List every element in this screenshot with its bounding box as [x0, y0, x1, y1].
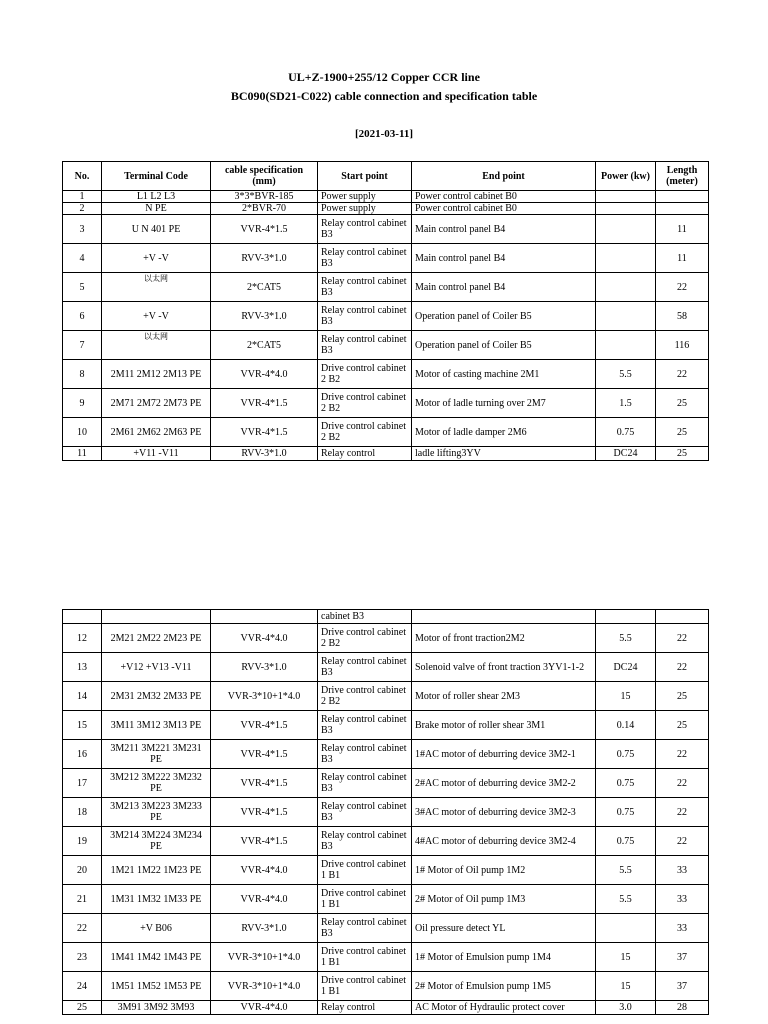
cell-start-point: Drive control cabinet 2 B2 [318, 418, 412, 447]
cell-no: 25 [63, 1001, 102, 1015]
table-row [63, 191, 709, 203]
cell-no: 11 [63, 447, 102, 461]
cell-cable-spec: VVR-4*1.5 [211, 389, 318, 418]
cell-cable-spec: VVR-4*4.0 [211, 1001, 318, 1015]
cell-end-point: 2# Motor of Oil pump 1M3 [412, 885, 596, 914]
cell-cable-spec: VVR-4*1.5 [211, 418, 318, 447]
header-power: Power (kw) [596, 162, 656, 191]
cell-end-point: 1# Motor of Oil pump 1M2 [412, 856, 596, 885]
cable-table-page-2 [62, 609, 709, 1015]
cell-end-point: Power control cabinet B0 [412, 191, 596, 203]
cell-length: 22 [656, 273, 709, 302]
cell-start-point: cabinet B3 [318, 610, 412, 624]
cell-terminal-code: 2M21 2M22 2M23 PE [102, 624, 211, 653]
cell-power: 0.75 [596, 769, 656, 798]
cell-terminal-code: U N 401 PE [102, 215, 211, 244]
cell-end-point: Motor of ladle turning over 2M7 [412, 389, 596, 418]
cell-cable-spec: VVR-4*1.5 [211, 215, 318, 244]
cell-no: 24 [63, 972, 102, 1001]
table-row [63, 244, 709, 273]
cable-table-page-1 [62, 161, 709, 461]
cell-no: 18 [63, 798, 102, 827]
cell-end-point: 1#AC motor of deburring device 3M2-1 [412, 740, 596, 769]
cell-no: 10 [63, 418, 102, 447]
cell-terminal-code: +V -V [102, 244, 211, 273]
cell-power: 1.5 [596, 389, 656, 418]
table-header-row [63, 162, 709, 191]
cell-power [596, 244, 656, 273]
cell-cable-spec: 3*3*BVR-185 [211, 191, 318, 203]
cell-length: 22 [656, 740, 709, 769]
cell-start-point: Relay control cabinet B3 [318, 302, 412, 331]
cell-power: 15 [596, 943, 656, 972]
cell-no: 3 [63, 215, 102, 244]
cell-cable-spec: VVR-4*4.0 [211, 856, 318, 885]
cell-end-point: 4#AC motor of deburring device 3M2-4 [412, 827, 596, 856]
cell-length: 116 [656, 331, 709, 360]
cell-no: 13 [63, 653, 102, 682]
cell-start-point: Drive control cabinet 2 B2 [318, 682, 412, 711]
cell-power [596, 191, 656, 203]
cell-start-point: Drive control cabinet 2 B2 [318, 624, 412, 653]
cell-start-point: Relay control cabinet B3 [318, 798, 412, 827]
cell-no: 19 [63, 827, 102, 856]
cell-no: 6 [63, 302, 102, 331]
cell-length: 33 [656, 856, 709, 885]
cell-power: DC24 [596, 447, 656, 461]
cell-no: 14 [63, 682, 102, 711]
cell-length [656, 191, 709, 203]
cell-end-point: Power control cabinet B0 [412, 203, 596, 215]
cell-cable-spec [211, 610, 318, 624]
cell-power [596, 914, 656, 943]
cell-no: 16 [63, 740, 102, 769]
document-subtitle: BC090(SD21-C022) cable connection and specification table [230, 89, 538, 103]
cell-terminal-code: 2M31 2M32 2M33 PE [102, 682, 211, 711]
cell-no: 17 [63, 769, 102, 798]
table-row [63, 972, 709, 1001]
table-row [63, 885, 709, 914]
cell-start-point: Drive control cabinet 1 B1 [318, 885, 412, 914]
cell-power: 0.14 [596, 711, 656, 740]
cell-no: 23 [63, 943, 102, 972]
cell-no: 20 [63, 856, 102, 885]
table-row [63, 943, 709, 972]
cell-end-point: Operation panel of Coiler B5 [412, 331, 596, 360]
cell-end-point: Motor of front traction2M2 [412, 624, 596, 653]
cell-length: 33 [656, 914, 709, 943]
cell-power: 3.0 [596, 1001, 656, 1015]
cell-end-point: ladle lifting3YV [412, 447, 596, 461]
cell-power [596, 331, 656, 360]
table-row [63, 418, 709, 447]
cell-terminal-code: 3M214 3M224 3M234 PE [102, 827, 211, 856]
cell-no: 5 [63, 273, 102, 302]
cell-cable-spec: 2*CAT5 [211, 273, 318, 302]
table-row [63, 610, 709, 624]
cell-power: 15 [596, 682, 656, 711]
cell-start-point: Relay control cabinet B3 [318, 914, 412, 943]
cell-start-point: Relay control cabinet B3 [318, 769, 412, 798]
cell-terminal-code: 以太网 [102, 273, 211, 302]
header-cable-spec: cable specification (mm) [211, 162, 318, 191]
cell-terminal-code: +V B06 [102, 914, 211, 943]
cell-terminal-code: 2M71 2M72 2M73 PE [102, 389, 211, 418]
cell-no: 9 [63, 389, 102, 418]
cell-length: 25 [656, 711, 709, 740]
cell-terminal-code: +V12 +V13 -V11 [102, 653, 211, 682]
cell-end-point: Solenoid valve of front traction 3YV1-1-2 [412, 653, 596, 682]
table-row [63, 914, 709, 943]
cell-length: 22 [656, 827, 709, 856]
header-no: No. [63, 162, 102, 191]
cell-terminal-code: 1M51 1M52 1M53 PE [102, 972, 211, 1001]
cell-no: 8 [63, 360, 102, 389]
table-row [63, 653, 709, 682]
cell-start-point: Power supply [318, 191, 412, 203]
cell-length: 37 [656, 972, 709, 1001]
table-row [63, 331, 709, 360]
document-title: UL+Z-1900+255/12 Copper CCR line [288, 70, 480, 84]
cell-power: 5.5 [596, 856, 656, 885]
cell-cable-spec: RVV-3*1.0 [211, 914, 318, 943]
cell-length: 22 [656, 360, 709, 389]
cell-terminal-code: 3M91 3M92 3M93 [102, 1001, 211, 1015]
cell-start-point: Drive control cabinet 1 B1 [318, 943, 412, 972]
cell-cable-spec: VVR-4*4.0 [211, 624, 318, 653]
cell-length: 25 [656, 447, 709, 461]
cell-length: 25 [656, 389, 709, 418]
cell-terminal-code: +V11 -V11 [102, 447, 211, 461]
table-row [63, 827, 709, 856]
table-row [63, 711, 709, 740]
cell-length: 11 [656, 215, 709, 244]
cell-length: 25 [656, 418, 709, 447]
table-row [63, 389, 709, 418]
cell-start-point: Relay control cabinet B3 [318, 215, 412, 244]
cell-power: 0.75 [596, 418, 656, 447]
cell-cable-spec: VVR-3*10+1*4.0 [211, 943, 318, 972]
cell-end-point: Main control panel B4 [412, 244, 596, 273]
cell-terminal-code: 1M41 1M42 1M43 PE [102, 943, 211, 972]
cell-end-point: Oil pressure detect YL [412, 914, 596, 943]
cell-end-point: Motor of ladle damper 2M6 [412, 418, 596, 447]
cell-end-point: 2#AC motor of deburring device 3M2-2 [412, 769, 596, 798]
table-row [63, 856, 709, 885]
cell-length: 28 [656, 1001, 709, 1015]
table-row [63, 682, 709, 711]
cell-terminal-code: 1M31 1M32 1M33 PE [102, 885, 211, 914]
cell-length: 22 [656, 653, 709, 682]
cell-end-point: Operation panel of Coiler B5 [412, 302, 596, 331]
table-row [63, 360, 709, 389]
cell-length: 25 [656, 682, 709, 711]
cell-no [63, 610, 102, 624]
cell-no: 2 [63, 203, 102, 215]
table-row [63, 624, 709, 653]
cell-length [656, 610, 709, 624]
cell-terminal-code: +V -V [102, 302, 211, 331]
cell-cable-spec: VVR-3*10+1*4.0 [211, 972, 318, 1001]
cell-power: 5.5 [596, 624, 656, 653]
cell-power: 0.75 [596, 740, 656, 769]
cell-terminal-code: 以太网 [102, 331, 211, 360]
cell-length: 37 [656, 943, 709, 972]
cell-end-point [412, 610, 596, 624]
cell-start-point: Relay control cabinet B3 [318, 273, 412, 302]
table-row [63, 769, 709, 798]
cell-start-point: Power supply [318, 203, 412, 215]
cell-no: 21 [63, 885, 102, 914]
cell-terminal-code [102, 610, 211, 624]
document-date: [2021-03-11] [354, 128, 414, 140]
cell-terminal-code: 1M21 1M22 1M23 PE [102, 856, 211, 885]
cell-terminal-code: 2M11 2M12 2M13 PE [102, 360, 211, 389]
cell-terminal-code: L1 L2 L3 [102, 191, 211, 203]
cell-length [656, 203, 709, 215]
cell-start-point: Drive control cabinet 2 B2 [318, 360, 412, 389]
table-row [63, 302, 709, 331]
cell-no: 15 [63, 711, 102, 740]
cell-cable-spec: VVR-4*1.5 [211, 798, 318, 827]
cell-end-point: Motor of roller shear 2M3 [412, 682, 596, 711]
cell-terminal-code: N PE [102, 203, 211, 215]
table-row [63, 798, 709, 827]
cell-cable-spec: 2*BVR-70 [211, 203, 318, 215]
cell-start-point: Drive control cabinet 2 B2 [318, 389, 412, 418]
cell-no: 1 [63, 191, 102, 203]
cell-cable-spec: RVV-3*1.0 [211, 244, 318, 273]
cell-end-point: Brake motor of roller shear 3M1 [412, 711, 596, 740]
header-end-point: End point [412, 162, 596, 191]
cell-power [596, 273, 656, 302]
cell-power: 0.75 [596, 798, 656, 827]
cell-end-point: Main control panel B4 [412, 273, 596, 302]
cell-end-point: 3#AC motor of deburring device 3M2-3 [412, 798, 596, 827]
cell-end-point: 2# Motor of Emulsion pump 1M5 [412, 972, 596, 1001]
table-row [63, 203, 709, 215]
cell-power: 15 [596, 972, 656, 1001]
header-start-point: Start point [318, 162, 412, 191]
cell-length: 22 [656, 769, 709, 798]
cell-power: 5.5 [596, 885, 656, 914]
cell-power [596, 203, 656, 215]
cell-no: 12 [63, 624, 102, 653]
cell-power [596, 302, 656, 331]
header-length: Length (meter) [656, 162, 709, 191]
cell-cable-spec: VVR-4*1.5 [211, 740, 318, 769]
cell-length: 22 [656, 624, 709, 653]
cell-power: DC24 [596, 653, 656, 682]
cell-length: 11 [656, 244, 709, 273]
cell-cable-spec: 2*CAT5 [211, 331, 318, 360]
cell-start-point: Relay control cabinet B3 [318, 711, 412, 740]
table-row [63, 215, 709, 244]
cell-end-point: AC Motor of Hydraulic protect cover [412, 1001, 596, 1015]
cell-cable-spec: VVR-4*4.0 [211, 360, 318, 389]
cell-end-point: Main control panel B4 [412, 215, 596, 244]
cell-no: 4 [63, 244, 102, 273]
cell-cable-spec: RVV-3*1.0 [211, 302, 318, 331]
cell-power [596, 215, 656, 244]
table-row [63, 740, 709, 769]
cell-cable-spec: RVV-3*1.0 [211, 447, 318, 461]
cell-length: 33 [656, 885, 709, 914]
cell-cable-spec: VVR-4*1.5 [211, 769, 318, 798]
cell-terminal-code: 2M61 2M62 2M63 PE [102, 418, 211, 447]
cell-cable-spec: RVV-3*1.0 [211, 653, 318, 682]
cell-start-point: Relay control cabinet B3 [318, 244, 412, 273]
cell-end-point: 1# Motor of Emulsion pump 1M4 [412, 943, 596, 972]
table-row [63, 1001, 709, 1015]
cell-terminal-code: 3M213 3M223 3M233 PE [102, 798, 211, 827]
cell-cable-spec: VVR-4*1.5 [211, 827, 318, 856]
cell-length: 58 [656, 302, 709, 331]
cell-start-point: Drive control cabinet 1 B1 [318, 856, 412, 885]
cell-start-point: Relay control cabinet B3 [318, 740, 412, 769]
cell-start-point: Drive control cabinet 1 B1 [318, 972, 412, 1001]
cell-cable-spec: VVR-4*4.0 [211, 885, 318, 914]
cell-terminal-code: 3M11 3M12 3M13 PE [102, 711, 211, 740]
cell-no: 7 [63, 331, 102, 360]
table-row [63, 273, 709, 302]
cell-terminal-code: 3M211 3M221 3M231 PE [102, 740, 211, 769]
cell-power: 0.75 [596, 827, 656, 856]
cell-terminal-code: 3M212 3M222 3M232 PE [102, 769, 211, 798]
cell-start-point: Relay control cabinet B3 [318, 827, 412, 856]
cell-cable-spec: VVR-3*10+1*4.0 [211, 682, 318, 711]
header-terminal-code: Terminal Code [102, 162, 211, 191]
cell-no: 22 [63, 914, 102, 943]
cell-end-point: Motor of casting machine 2M1 [412, 360, 596, 389]
cell-length: 22 [656, 798, 709, 827]
cell-power: 5.5 [596, 360, 656, 389]
cell-power [596, 610, 656, 624]
cell-cable-spec: VVR-4*1.5 [211, 711, 318, 740]
cell-start-point: Relay control [318, 447, 412, 461]
table-row [63, 447, 709, 461]
cell-start-point: Relay control cabinet B3 [318, 653, 412, 682]
cell-start-point: Relay control [318, 1001, 412, 1015]
cell-start-point: Relay control cabinet B3 [318, 331, 412, 360]
